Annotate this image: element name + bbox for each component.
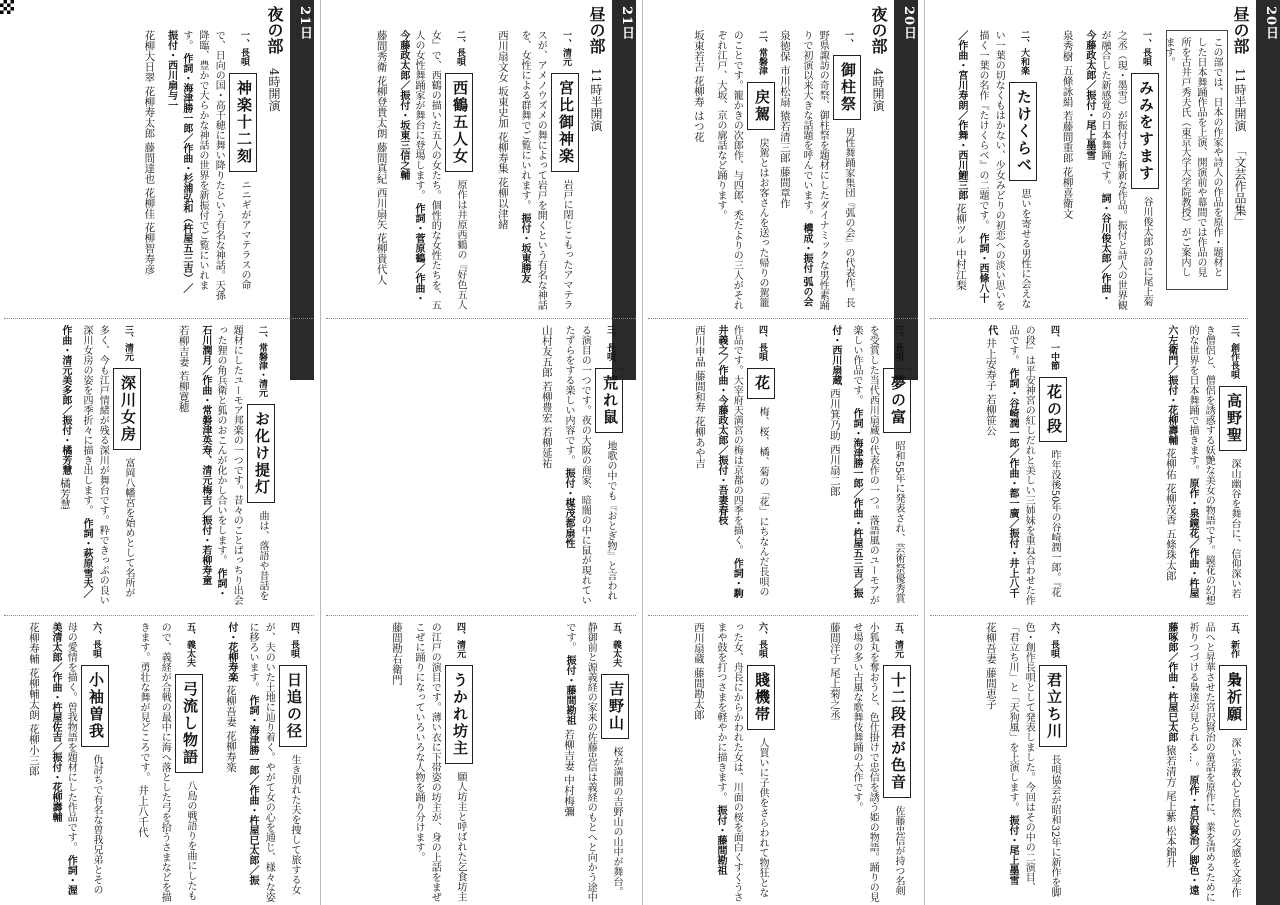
program-item: 一、 御柱祭 男性舞踊家集団『弧の会』の代表作。長野県諏訪の奇祭、御柱祭を題材にしたダイナミックな男性素踊りで初演以来大きな話題を呼んでいます。 構成・振付 弧の会 泉徳保 市川松扇 猿若清三郎 藤間章作 <box>784 30 864 310</box>
divider <box>930 318 1248 319</box>
program-item: 一、清元 宮比御神楽 岩戸に閉じこもったアマテラスが、アメノウズメの舞によって岩戸を開くという有名な神話を、女性による群舞でご覧にいれます。 振付・坂東勝友 西川扇文女 坂東史加 花柳寿集 花柳以津緒 <box>482 30 582 310</box>
page-21-night <box>0 0 318 905</box>
program-item: 三、創作長唄 高野聖 深山幽谷を舞台に、信仰深い若き僧侶と、僧侶を誘惑する妖艶な美女の物語です。鏡花の幻想的な世界を日本舞踊で描きます。 原作・泉鏡花／作曲・杵屋六左衛門／振付・花柳壽輔 花柳佑 花柳茂香 五條珠太郎 <box>1100 325 1250 605</box>
divider <box>930 615 1248 616</box>
program-item: 四、長唄 花 梅、桜、橘、菊の「花」にちなんだ長唄の作品です。大宰府天満宮の梅は京都の四季を描く。 作詞・駒井義之／作曲・今藤政太郎／振付・吾妻春枝 西川申晶 藤間和寿 花柳あや吉 <box>648 325 778 605</box>
notice-box: この部では、日本の作家や詩人の作品を原作・題材とした日本舞踊作品を上演、開演前や幕間では作品の見所を古井戸秀夫氏（東京大学大学院教授）がご案内します。 <box>1166 30 1228 290</box>
page-separator <box>642 0 643 905</box>
program-item: 三、長唄 荒れ鼠 地歌の中でも『おとぎ物』と言われる演目の一つです。夜の大阪の商家、暗闇の中に鼠が現れていたずらをする楽しい内容です。 振付・楳茂都扇性 山村友五郎 若柳豊宏 若柳延祐 <box>326 325 626 605</box>
page-20-night <box>644 0 922 905</box>
program-item: 五、新作 梟祈願 深い宗教心と自然との交感を文学作品へと昇華させた宮沢賢治の童話を原作に、業を清めるために祈りつづける梟達が見られる…。 原作・宮沢賢治／脚色・遠藤啄郎／作曲・杵屋巳太郎 猿若清方 尾上紫 松本錦升 <box>1100 622 1250 902</box>
day-tab: 20日 <box>1256 0 1280 905</box>
page-separator <box>924 0 925 905</box>
divider <box>326 318 636 319</box>
program-item: 六、長唄 君立ち川 長唄協会が昭和32年に新作を脚色・創作長唄として発表しました。今回はその中の二演目、「君立ち川」と「天狗風」を上演します。 振付・尾上墨雪 花柳吾妻 藤間恵子 <box>930 622 1070 902</box>
program-item: 四、長唄 日追の径 生き別れた夫を捜して旅する女が、夫のいた土地に辿り着く。やがて女の心を通じ、様々な姿に移ろいます。 作詞・海津勝一郎／作曲・杵屋巳太郎／振付・花柳寿楽 花柳吾妻 花柳寿楽 <box>210 622 310 902</box>
page-separator <box>320 0 321 905</box>
divider <box>326 615 636 616</box>
program-item: 一、長唄 神楽十二刻 ニニギがアマテラスの命で、日向の国・高千穂に舞い降りたという有名な神話。天孫降臨、豊かで大らかな神話の世界を新振付でご覧にいれます。 作詞・海津勝一郎／作曲・杉浦弘和（杵屋五三吉）／振付・西川扇与一 花柳大日翠 花柳寿太郎 藤間達也 花柳佳 花柳智寿彦 <box>32 30 260 300</box>
program-item: 二、常磐津・清元 お化け提灯 曲は、落語や昔話を題材にしたユーモア邦楽の一つです。昔々のことばっちり出会った狸の角兵衛と狐のおこんが化かし合いをします。 作詞・石川潤月／作曲・常磐津英寿、清元梅吉／振付・若柳寿童 若柳吉妻 若柳寛穂 <box>138 325 278 605</box>
day-tab: 21日 <box>612 0 636 380</box>
page-21-day <box>322 0 640 905</box>
divider <box>4 615 314 616</box>
divider <box>648 318 918 319</box>
program-item: 四、一中節 花の段 昨年没後50年の谷崎潤一郎。『花の段』は平安神宮の紅しだれと美しい三姉妹を重ね合わせた作品です。 作詞・谷崎潤一郎／作曲・都一廣／振付・井上八千代 井上安寿子 若柳笹公 <box>930 325 1070 605</box>
session-heading: 昼の部 11時半開演 「文芸作品集」 <box>1231 6 1250 229</box>
program-item: 四、清元 うかれ坊主 願人坊主と呼ばれた乞食坊主の江戸の演目です。薄い衣に下帯姿の坊主が、身の上話をまぜこぜに踊りになっていろいろな人物を踊り分けます。 藤間勘右衛門 <box>326 622 476 902</box>
program-item: 二、長唄 西鶴五人女 原作は井原西鶴の『好色五人女』で、西鶴の描いた五人の女たち。個性的な女性たちを、五人の女性舞踊家が舞台に登場します。 作詞・菅原鶴／作曲・今藤政太郎／振付・坂東三信之輔 藤間秀衛 花柳登貴太朗 藤間真紀 西川扇矢 花柳貴代人 <box>326 30 476 310</box>
program-item: 六、長唄 賤機帯 人買いに子供をさらわれて物狂となった女、舟長にからかわれた女は、川面の桜を面白くすくうさまや鼓を打つさまを軽やかに描きます。 振付・藤間勘祖 西川扇蔵 藤間勘太郎 <box>648 622 778 902</box>
program-item: 三、長唄 夢の富 昭和55年に発表され、芸術祭優秀賞を受賞した当代西川扇蔵の代表作の一つ。落語風のユーモアが楽しい作品です。 作詞・海津勝一郎／作曲・杵屋五三吉／振付・西川扇蔵 西川箕乃助 西川扇二郎 <box>784 325 914 605</box>
program-item: 六、長唄 小袖曽我 仇討ちで有名な曽我兄弟とその母の愛情を描く。曽我物語を題材にした作品です。 作詞・渥美清太郎／作曲・杵屋佐吉／振付・花柳壽輔 花柳寿輔 花柳輔太朗 花柳小三郎 <box>4 622 112 902</box>
day-tab: 20日 <box>894 0 918 380</box>
session-heading: 昼の部 11時半開演 <box>587 6 606 131</box>
program-item: 一、長唄 みみをすます 谷川俊太郎の詩に尾上菊之丞（現・墨雪）が振付けた斬新な作品。振付と詩人の世界観が融合した新感覚の日本舞踊です。 詞・谷川俊太郎／作曲・今藤政太郎／振付・尾上墨雪 泉秀樹 五條詠絹 若藤間重郎 花柳喜衛文 <box>1052 30 1162 310</box>
program-item: 五、義太夫 弓流し物語 八島の戦語りを曲にしたもので、義経が合戦の最中に海へ落とした弓を拾うさまなどを描きます。勇壮な舞が見どころです。 井上八千代 <box>116 622 206 902</box>
program-item: 五、義太夫 吉野山 桜が満開の吉野山の山中が舞台。静御前と源義経の家来の佐藤忠信は義経のもとへと向かう途中です。 振付・藤間勘祖 若柳吉妻 中村梅彌 <box>482 622 632 902</box>
divider <box>648 615 918 616</box>
session-heading: 夜の部 4時開演 <box>265 6 284 112</box>
page-20-day <box>926 0 1280 905</box>
program-item: 五、清元 十二段君が色音 佐藤忠信が持つ名剣小狐丸を奪おうと、色仕掛けで忠信を誘う姫の物語。踊りの見せ場の多い古風な歌舞伎舞踊の大作です。 藤間洋子 尾上菊之丞 <box>784 622 914 902</box>
program-item: 二、大和楽 たけくらべ 思いを寄せる男性に会えない一葉の切なくもはかない、少女みどりの初恋への淡い思いを描く一葉の名作『たけくらべ』の二題です。 作詞・西條八十／作曲・宮川寿朗／作舞・西川鯉三郎 花柳ツル 中村江梨 <box>930 30 1040 310</box>
program-item: 二、常磐津 戻駕 戻駕とはお客さんを送った帰りの駕籠のことです。籠かきの次郎作、与四郎、禿たよりの三人がそれぞれ江戸、大坂、京の廓話など踊ります。 坂東若吉 花柳寿 はつ花 <box>648 30 778 310</box>
day-tab: 21日 <box>290 0 314 380</box>
program-item: 三、清元 深川女房 富岡八幡宮を始めとして名所が多く、今も江戸情緒が残る深川が舞台です。粋できっぷの良い深川女房の姿を四季折々に描き出します。 作詞・萩原雪夫／作曲・清元美多郎／振付・橘芳慧 橘芳慧 <box>4 325 144 605</box>
session-heading: 夜の部 4時開演 <box>869 6 888 112</box>
divider <box>4 318 314 319</box>
